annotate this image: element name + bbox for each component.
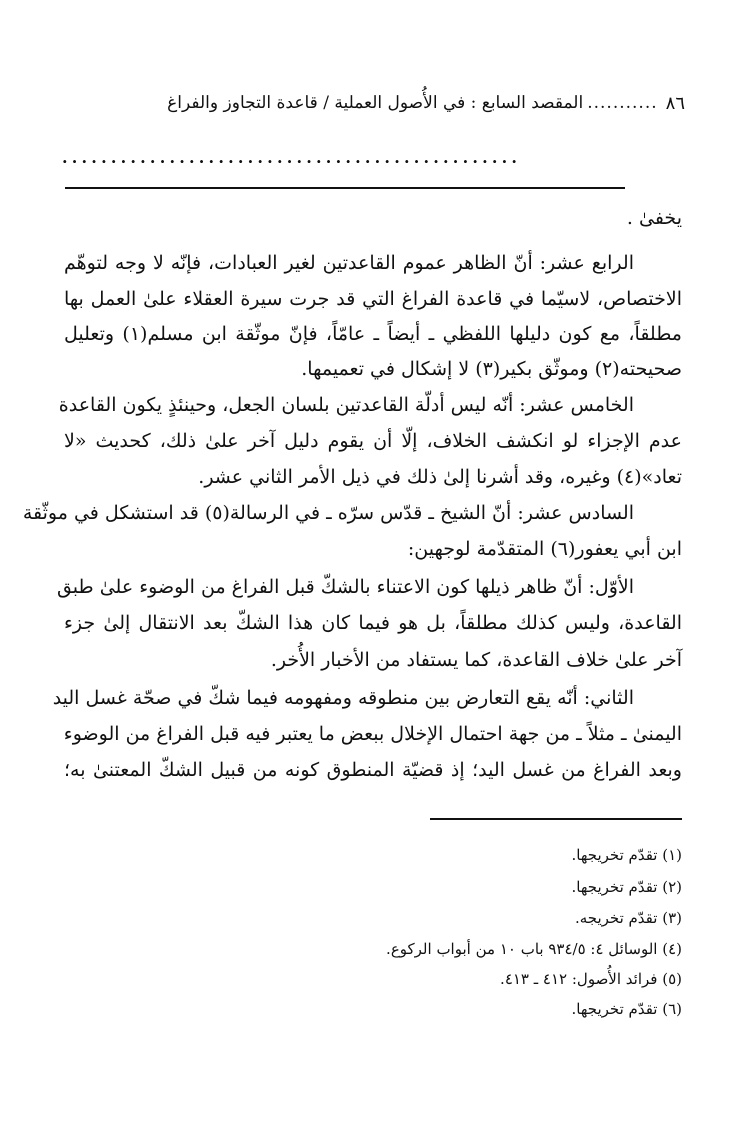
body-line: الثاني: أنّه يقع التعارض بين منطوقه ومفهومه فيما شكّ في صحّة غسل اليد	[52, 687, 634, 709]
body-line: صحيحته(٢) وموثّق بكير(٣) لا إشكال في تعميمها.	[301, 358, 682, 380]
body-line: مطلقاً، مع كون دليلها اللفظي ـ أيضاً ـ عامّاً، فإنّ موثّقة ابن مسلم(١) وتعليل	[64, 323, 682, 345]
footnote-4: (٤) الوسائل ٤: ٩٣٤/٥ باب ١٠ من أبواب الركوع.	[386, 940, 682, 958]
body-line: اليمنىٰ ـ مثلاً ـ من جهة احتمال الإخلال ببعض ما يعتبر فيه قبل الفراغ من الوضوء	[63, 723, 682, 745]
header-leader-dots: ...........	[587, 93, 658, 113]
body-line: آخر علىٰ خلاف القاعدة، كما يستفاد من الأخبار الأُخر.	[270, 649, 682, 671]
footnote-1: (١) تقدّم تخريجها.	[571, 846, 682, 864]
page-number: ٨٦	[665, 92, 685, 114]
footnote-2: (٢) تقدّم تخريجها.	[571, 878, 682, 896]
footnote-3: (٣) تقدّم تخريجه.	[574, 909, 682, 927]
header-rule	[65, 187, 625, 189]
footnote-5: (٥) فرائد الأُصول: ٤١٢ ـ ٤١٣.	[500, 970, 682, 988]
body-line: السادس عشر: أنّ الشيخ ـ قدّس سرّه ـ في الرسالة(٥) قد استشكل في موثّقة	[22, 502, 634, 524]
body-line: عدم الإجزاء لو انكشف الخلاف، إلّا أن يقوم دليل آخر علىٰ ذلك، كحديث «لا	[64, 430, 682, 452]
body-line: الخامس عشر: أنّه ليس أدلّة القاعدتين بلسان الجعل، وحينئذٍ يكون القاعدة	[58, 394, 634, 416]
footnote-6: (٦) تقدّم تخريجها.	[571, 1000, 682, 1018]
footnote-rule	[430, 818, 682, 820]
body-line: ابن أبي يعفور(٦) المتقدّمة لوجهين:	[407, 538, 682, 560]
dotted-separator: ...............................................	[62, 148, 522, 167]
body-line: يخفىٰ .	[626, 207, 682, 229]
body-line: الأوّل: أنّ ظاهر ذيلها كون الاعتناء بالشكّ قبل الفراغ من الوضوء علىٰ طبق	[56, 576, 634, 598]
body-line: القاعدة، وليس كذلك مطلقاً، بل هو فيما كان هذا الشكّ بعد الانتقال إلىٰ جزء	[64, 612, 682, 634]
body-line: الرابع عشر: أنّ الظاهر عموم القاعدتين لغير العبادات، فإنّه لا وجه لتوهّم	[64, 252, 634, 274]
header-title: المقصد السابع : في الأُصول العملية / قاعدة التجاوز والفراغ	[167, 93, 584, 113]
body-line: تعاد»(٤) وغيره، وقد أشرنا إلىٰ ذلك في ذيل الأمر الثاني عشر.	[198, 466, 682, 488]
body-line: الاختصاص، لاسيّما في قاعدة الفراغ التي قد جرت سيرة العقلاء علىٰ العمل بها	[64, 288, 682, 310]
body-line: وبعد الفراغ من غسل اليد؛ إذ قضيّة المنطوق كونه من قبيل الشكّ المعتنىٰ به؛	[64, 759, 682, 781]
running-header	[60, 88, 685, 118]
